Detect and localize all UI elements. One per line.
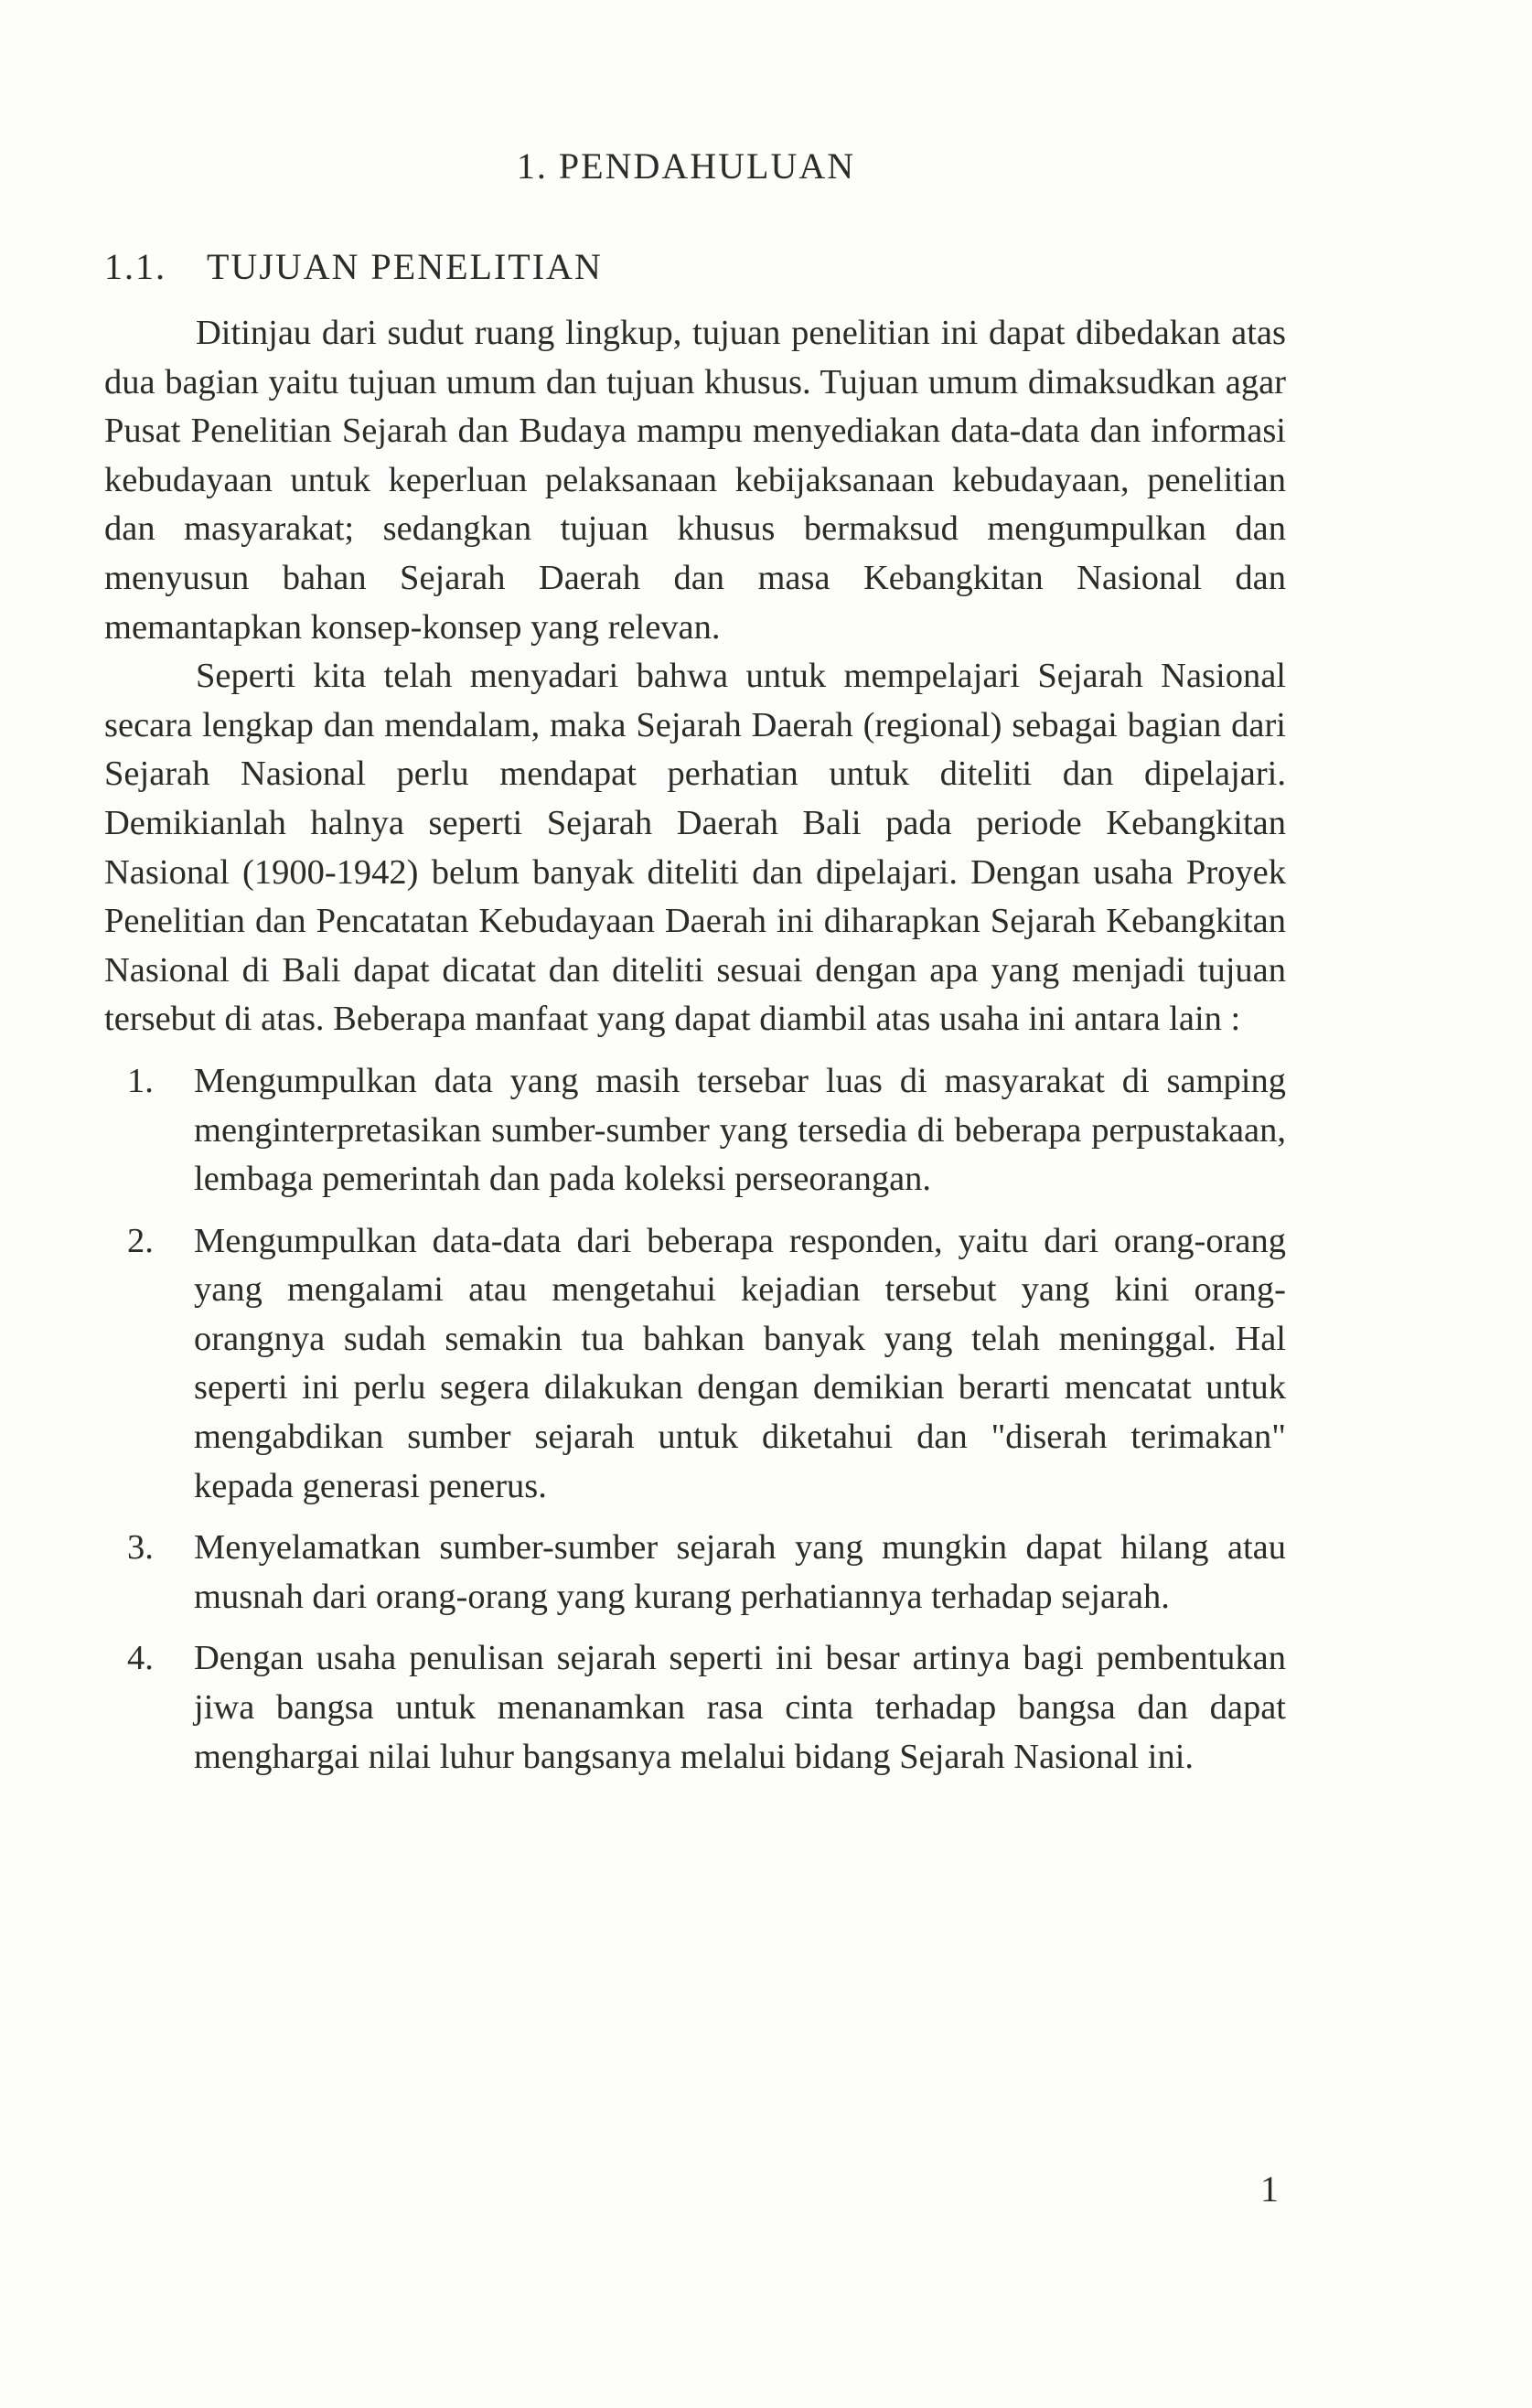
- paragraph-regional-history: Seperti kita telah menyadari bahwa untuk mempelajari Sejarah Nasional secara lengkap dan mendalam, maka Sejarah Daerah (regional) sebagai bagian dari Sejarah Nasional perlu mendapat perhatian untuk diteliti dan dipelajari. Demikianlah halnya seperti Sejarah Daerah Bali pada periode Kebangkitan Nasional (1900-1942) belum banyak diteliti dan dipelajari. Dengan usaha Proyek Penelitian dan Pencatatan Kebudayaan Daerah ini diharapkan Sejarah Kebangkitan Nasional di Bali dapat dicatat dan diteliti sesuai dengan apa yang menjadi tujuan tersebut di atas. Beberapa manfaat yang dapat diambil atas usaha ini antara lain :: [104, 657, 1286, 1039]
- list-item-text: Mengumpulkan data-data dari beberapa responden, yaitu dari orang-orang yang mengalami atau mengetahui kejadian tersebut yang kini orang-orangnya sudah semakin tua bahkan banyak yang telah meninggal. Hal seperti ini perlu segera dilakukan dengan demikian berarti mencatat untuk mengabdikan sumber sejarah untuk diketahui dan "diserah terimakan" kepada generasi penerus.: [194, 1221, 1286, 1505]
- list-item: [104, 1057, 1286, 1204]
- page-number: 1: [1260, 2168, 1279, 2210]
- list-item-text: Mengumpulkan data yang masih tersebar luas di masyarakat di samping menginterpretasikan sumber-sumber yang tersedia di beberapa perpustakaan, lembaga pemerintah dan pada koleksi perseorangan.: [194, 1061, 1286, 1199]
- list-item-number: 1.: [127, 1061, 154, 1100]
- section-heading: [104, 245, 603, 288]
- chapter-title: 1. PENDAHULUAN: [516, 145, 856, 187]
- list-item-text: Dengan usaha penulisan sejarah seperti ini besar artinya bagi pembentukan jiwa bangsa untuk menanamkan rasa cinta terhadap bangsa dan dapat menghargai nilai luhur bangsanya melalui bidang Sejarah Nasional ini.: [194, 1639, 1286, 1776]
- list-item-text: Menyelamatkan sumber-sumber sejarah yang mungkin dapat hilang atau musnah dari orang-orang yang kurang perhatiannya terhadap sejarah.: [194, 1528, 1286, 1616]
- section-number: 1.1.: [104, 246, 166, 287]
- list-item: [104, 1634, 1286, 1782]
- list-item: [104, 1217, 1286, 1512]
- benefits-list: [104, 1057, 1286, 1782]
- paragraph-objectives: Ditinjau dari sudut ruang lingkup, tujuan penelitian ini dapat dibedakan atas dua bagian yaitu tujuan umum dan tujuan khusus. Tujuan umum dimaksudkan agar Pusat Penelitian Sejarah dan Budaya mampu menyediakan data-data dan informasi kebudayaan untuk keperluan pelaksanaan kebijaksanaan kebudayaan, penelitian dan masyarakat; sedangkan tujuan khusus bermaksud mengumpulkan dan menyusun bahan Sejarah Daerah dan masa Kebangkitan Nasional dan memantapkan konsep-konsep yang relevan.: [104, 314, 1286, 647]
- list-item-number: 4.: [127, 1639, 154, 1678]
- body-text: [104, 309, 1286, 1782]
- section-title: TUJUAN PENELITIAN: [207, 246, 603, 287]
- list-item: [104, 1524, 1286, 1621]
- list-item-number: 3.: [127, 1528, 154, 1568]
- list-item-number: 2.: [127, 1221, 154, 1260]
